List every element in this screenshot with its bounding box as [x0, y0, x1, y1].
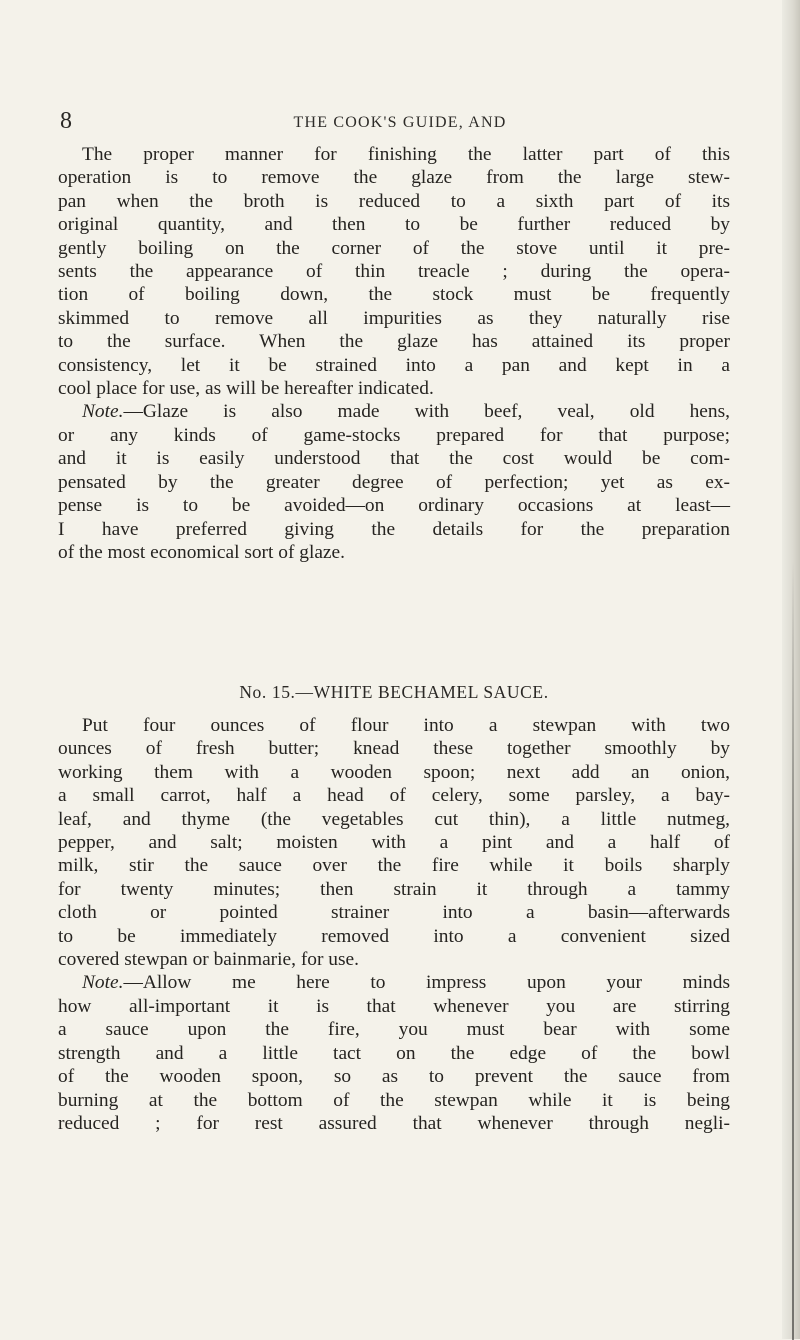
- text-line: for twenty minutes; then strain it through a tammy: [58, 878, 730, 900]
- text-line: cool place for use, as will be hereafter indicated.: [58, 378, 434, 400]
- text-line: a small carrot, half a head of celery, some parsley, a bay-: [58, 785, 730, 807]
- text-line: of the wooden spoon, so as to prevent the sauce from: [58, 1066, 730, 1088]
- text-line: I have preferred giving the details for the preparation: [58, 518, 730, 540]
- text-line: sents the appearance of thin treacle ; during the opera-: [58, 261, 730, 283]
- text-line: pan when the broth is reduced to a sixth part of its: [58, 190, 730, 212]
- text-line: reduced ; for rest assured that whenever through negli-: [58, 1112, 730, 1134]
- text-line: tion of boiling down, the stock must be frequently: [58, 284, 730, 306]
- note-first-line: [58, 971, 730, 994]
- text-line: covered stewpan or bainmarie, for use.: [58, 949, 359, 971]
- text-line: Put four ounces of flour into a stewpan with two: [82, 715, 730, 736]
- text-line: strength and a little tact on the edge of the bowl: [58, 1042, 730, 1064]
- text-line: of the most economical sort of glaze.: [58, 541, 345, 563]
- text-line: and it is easily understood that the cost would be com-: [58, 448, 730, 470]
- note-label: Note.: [82, 972, 124, 994]
- text-line: or any kinds of game-stocks prepared for that purpose;: [58, 424, 730, 446]
- text-line: to the surface. When the glaze has attained its proper: [58, 331, 730, 353]
- running-head: THE COOK'S GUIDE, AND: [293, 114, 507, 131]
- text-line: to be immediately removed into a convenient sized: [58, 925, 730, 947]
- paragraph-glaze-finishing: [58, 143, 730, 564]
- text-line: The proper manner for finishing the latter part of this: [82, 144, 730, 165]
- text-line: cloth or pointed strainer into a basin—afterwards: [58, 902, 730, 924]
- paragraph-bechamel-recipe: [58, 714, 730, 1135]
- text-line: operation is to remove the glaze from the large stew-: [58, 167, 730, 189]
- text-line: leaf, and thyme (the vegetables cut thin), a little nutmeg,: [58, 808, 730, 830]
- text-line: ounces of fresh butter; knead these together smoothly by: [58, 738, 730, 760]
- text-line: original quantity, and then to be further reduced by: [58, 214, 730, 236]
- page-edge-shadow: [782, 0, 800, 1339]
- text-line: pensated by the greater degree of perfection; yet as ex-: [58, 471, 730, 493]
- page-header: [60, 108, 740, 138]
- text-line: burning at the bottom of the stewpan while it is being: [58, 1089, 730, 1111]
- note-text: —Glaze is also made with beef, veal, old hens,: [123, 401, 730, 423]
- section-heading: No. 15.—WHITE BECHAMEL SAUCE.: [239, 682, 549, 702]
- note-label: Note.: [82, 401, 124, 423]
- page-binding-line: [792, 560, 794, 1340]
- text-line: pense is to be avoided—on ordinary occasions at least—: [58, 495, 730, 517]
- text-line: skimmed to remove all impurities as they naturally rise: [58, 307, 730, 329]
- text-line: how all-important it is that whenever you are stirring: [58, 995, 730, 1017]
- page-number: 8: [60, 108, 72, 134]
- text-line: working them with a wooden spoon; next add an onion,: [58, 761, 730, 783]
- note-text: —Allow me here to impress upon your minds: [123, 972, 730, 994]
- text-line: milk, stir the sauce over the fire while it boils sharply: [58, 855, 730, 877]
- text-line: pepper, and salt; moisten with a pint and a half of: [58, 832, 730, 854]
- text-line: consistency, let it be strained into a pan and kept in a: [58, 354, 730, 376]
- text-line: a sauce upon the fire, you must bear with some: [58, 1019, 730, 1041]
- text-line: gently boiling on the corner of the stove until it pre-: [58, 237, 730, 259]
- note-first-line: [58, 400, 730, 423]
